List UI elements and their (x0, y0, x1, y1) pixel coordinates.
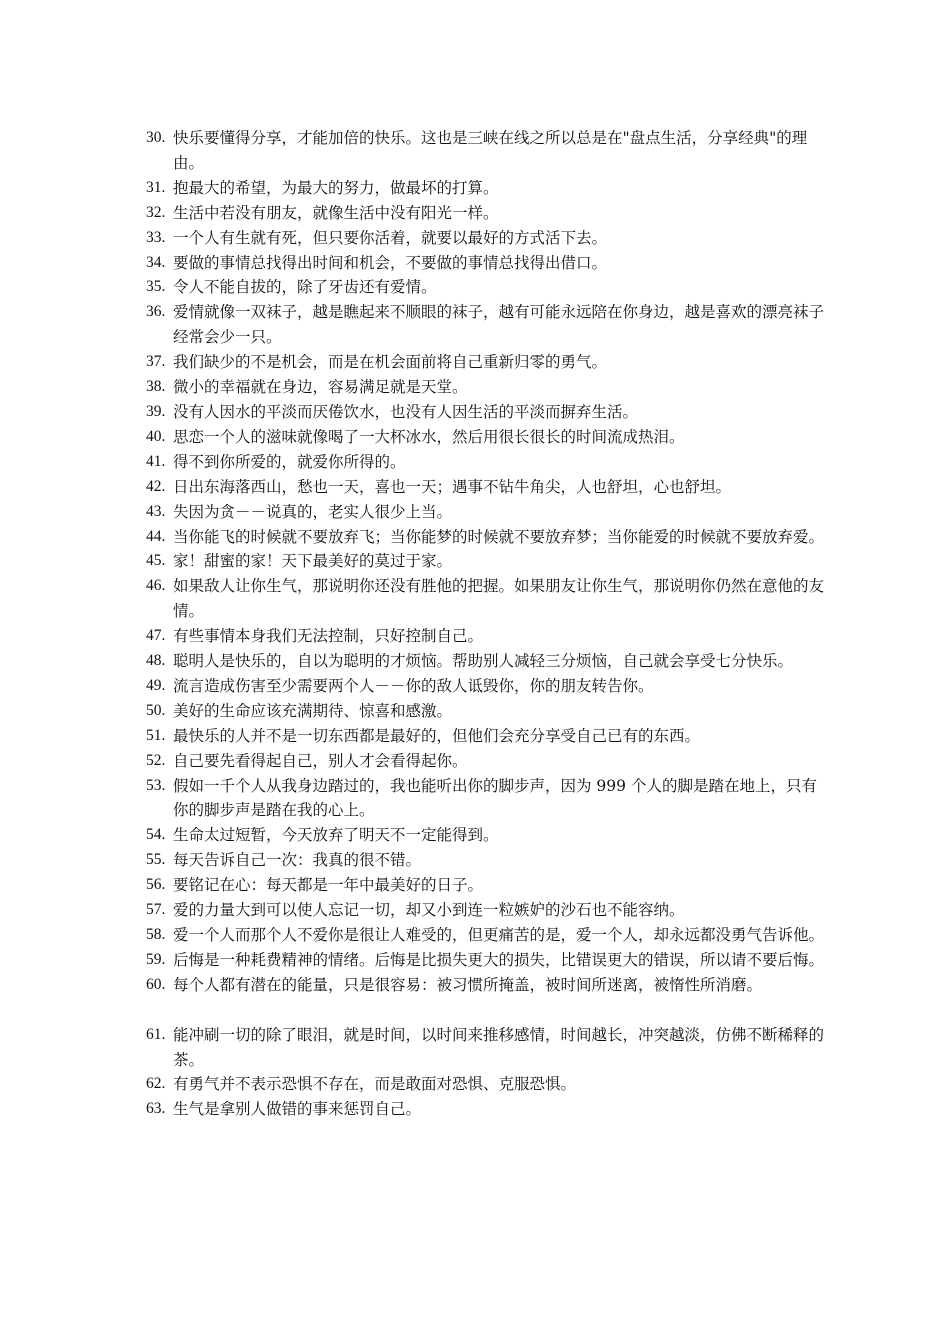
item-number: 62. (146, 1075, 166, 1093)
item-number: 63. (146, 1100, 166, 1118)
item-text: 爱的力量大到可以使人忘记一切，却又小到连一粒嫉妒的沙石也不能容纳。 (173, 901, 685, 920)
item-text: 生气是拿别人做错的事来惩罚自己。 (173, 1100, 422, 1119)
item-number: 30. (146, 129, 166, 146)
list-item (146, 674, 826, 699)
list-item (146, 226, 826, 251)
item-number: 36. (146, 303, 166, 321)
item-number: 46. (146, 577, 166, 595)
item-text: 爱一个人而那个人不爱你是很让人难受的，但更痛苦的是，爱一个人，却永远都没勇气告诉他。 (173, 926, 825, 944)
item-text: 流言造成伤害至少需要两个人－－你的敌人诋毁你，你的朋友转告你。 (173, 676, 654, 695)
item-text: 最快乐的人并不是一切东西都是最好的，但他们会充分享受自己已有的东西。 (173, 726, 701, 745)
list-item (146, 699, 826, 724)
item-text: 要做的事情总找得出时间和机会，不要做的事情总找得出借口。 (173, 253, 608, 272)
list-item (146, 724, 826, 749)
list-item (146, 176, 826, 201)
numbered-list (146, 126, 826, 1122)
item-number: 42. (146, 477, 166, 495)
item-number: 39. (146, 402, 166, 420)
item-number: 61. (146, 1025, 166, 1043)
list-item (146, 624, 826, 649)
item-text: 每个人都有潜在的能量，只是很容易：被习惯所掩盖，被时间所迷离，被惰性所消磨。 (173, 975, 763, 994)
item-text: 要铭记在心：每天都是一年中最美好的日子。 (173, 876, 484, 895)
item-number: 35. (146, 278, 166, 296)
item-number: 49. (146, 676, 166, 694)
item-number: 33. (146, 228, 166, 246)
item-number: 51. (146, 726, 166, 744)
item-text: 失因为贪－－说真的，老实人很少上当。 (173, 502, 453, 521)
item-number: 43. (146, 502, 166, 520)
item-text: 有勇气并不表示恐惧不存在，而是敢面对恐惧、克服恐惧。 (173, 1075, 577, 1094)
item-number: 53. (146, 776, 166, 794)
item-text: 当你能飞的时候就不要放弃飞；当你能梦的时候就不要放弃梦；当你能爱的时候就不要放弃爱。 (173, 527, 825, 546)
list-item (146, 574, 826, 624)
item-number: 55. (146, 851, 166, 869)
list-item (146, 898, 826, 923)
list-item (146, 749, 826, 774)
item-text: 有些事情本身我们无法控制，只好控制自己。 (173, 627, 484, 646)
item-number: 52. (146, 751, 166, 769)
list-item (146, 873, 826, 898)
list-item (146, 300, 826, 350)
item-number: 54. (146, 826, 166, 844)
item-number: 41. (146, 452, 166, 470)
list-item (146, 948, 826, 973)
list-item (146, 450, 826, 475)
item-number: 31. (146, 178, 166, 196)
list-item (146, 549, 826, 574)
list-item (146, 973, 826, 998)
list-item (146, 201, 826, 226)
item-text: 快乐要懂得分享，才能加倍的快乐。这也是三峡在线之所以总是在"盘点生活，分享经典"的理由。 (173, 129, 808, 172)
item-number: 44. (146, 527, 166, 545)
item-text: 微小的幸福就在身边，容易满足就是天堂。 (173, 378, 468, 397)
list-item (146, 475, 826, 500)
list-item (146, 525, 826, 550)
item-text: 家！甜蜜的家！天下最美好的莫过于家。 (173, 552, 453, 571)
item-text: 美好的生命应该充满期待、惊喜和感激。 (173, 701, 453, 720)
list-item (146, 375, 826, 400)
item-text: 思恋一个人的滋味就像喝了一大杯冰水，然后用很长很长的时间流成热泪。 (173, 427, 685, 446)
item-text: 爱情就像一双袜子，越是瞧起来不顺眼的袜子，越有可能永远陪在你身边，越是喜欢的漂亮袜子经常会少一只。 (173, 303, 825, 347)
list-item (146, 649, 826, 674)
item-text: 自己要先看得起自己，别人才会看得起你。 (173, 751, 468, 770)
list-item (146, 1023, 826, 1073)
item-text: 抱最大的希望，为最大的努力，做最坏的打算。 (173, 178, 499, 197)
item-number: 37. (146, 353, 166, 371)
item-text: 假如一千个人从我身边踏过的，我也能听出你的脚步声，因为 999 个人的脚是踏在地上，只有你的脚步声是踏在我的心上。 (173, 776, 817, 820)
item-text: 没有人因水的平淡而厌倦饮水，也没有人因生活的平淡而摒弃生活。 (173, 402, 639, 421)
list-item (146, 350, 826, 375)
list-item (146, 1097, 826, 1122)
item-number: 48. (146, 652, 166, 670)
list-item (146, 923, 826, 948)
item-number: 59. (146, 950, 166, 968)
item-text: 我们缺少的不是机会，而是在机会面前将自己重新归零的勇气。 (173, 353, 608, 372)
item-text: 聪明人是快乐的，自以为聪明的才烦恼。帮助别人减轻三分烦恼，自己就会享受七分快乐。 (173, 652, 794, 671)
item-text: 每天告诉自己一次：我真的很不错。 (173, 851, 422, 870)
paragraph-gap (146, 998, 826, 1023)
item-number: 47. (146, 627, 166, 645)
list-item (146, 823, 826, 848)
item-number: 56. (146, 876, 166, 894)
item-number: 40. (146, 427, 166, 445)
item-number: 32. (146, 203, 166, 221)
list-item (146, 400, 826, 425)
item-text: 日出东海落西山，愁也一天，喜也一天；遇事不钻牛角尖，人也舒坦，心也舒坦。 (173, 477, 732, 496)
item-text: 能冲刷一切的除了眼泪，就是时间，以时间来推移感情，时间越长，冲突越淡，仿佛不断稀释的茶。 (173, 1025, 825, 1069)
list-item (146, 251, 826, 276)
item-number: 50. (146, 701, 166, 719)
list-item (146, 425, 826, 450)
item-text: 生命太过短暂，今天放弃了明天不一定能得到。 (173, 826, 499, 845)
item-number: 57. (146, 901, 166, 919)
item-text: 如果敌人让你生气，那说明你还没有胜他的把握。如果朋友让你生气，那说明你仍然在意他的友情。 (173, 577, 825, 621)
item-text: 生活中若没有朋友，就像生活中没有阳光一样。 (173, 203, 499, 222)
item-text: 后悔是一种耗费精神的情绪。后悔是比损失更大的损失，比错误更大的错误，所以请不要后悔。 (173, 950, 825, 969)
item-number: 34. (146, 253, 166, 271)
list-item (146, 275, 826, 300)
item-number: 60. (146, 975, 166, 993)
list-item (146, 126, 826, 176)
item-number: 45. (146, 552, 166, 570)
list-item (146, 1072, 826, 1097)
item-text: 得不到你所爱的，就爱你所得的。 (173, 452, 406, 471)
list-item (146, 848, 826, 873)
list-item (146, 500, 826, 525)
item-number: 38. (146, 378, 166, 396)
list-item (146, 774, 826, 824)
item-number: 58. (146, 926, 166, 943)
item-text: 令人不能自拔的，除了牙齿还有爱情。 (173, 278, 437, 297)
item-text: 一个人有生就有死，但只要你活着，就要以最好的方式活下去。 (173, 228, 608, 247)
